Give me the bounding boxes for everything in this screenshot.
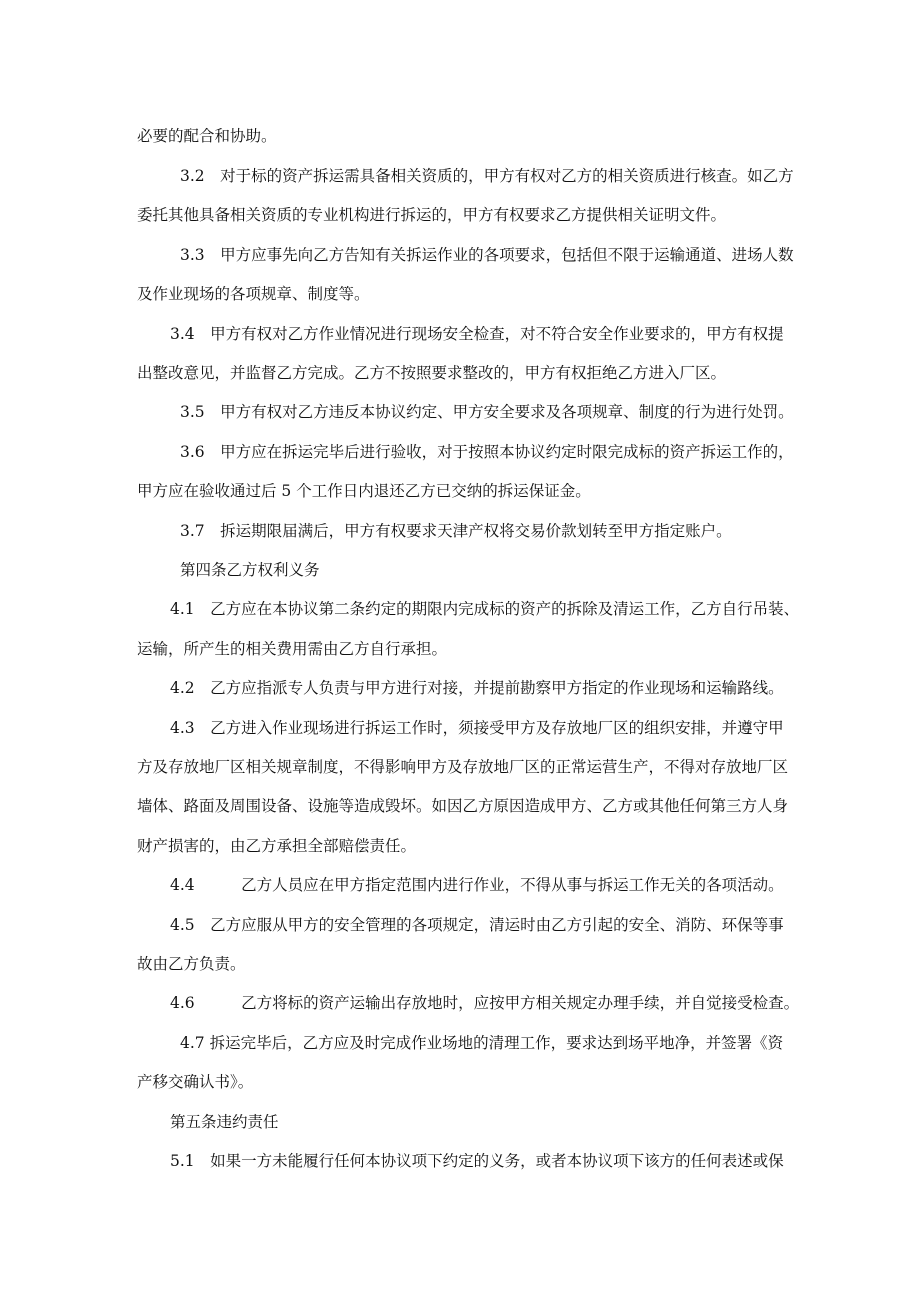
clause-3-4-line-1: 3.4 甲方有权对乙方作业情况进行现场安全检查，对不符合安全作业要求的，甲方有权提 [170, 325, 784, 343]
clause-3-2-line-1: 3.2 对于标的资产拆运需具备相关资质的，甲方有权对乙方的相关资质进行核查。如乙方 [180, 167, 794, 185]
clause-3-4-line-2: 出整改意见，并监督乙方完成。乙方不按照要求整改的，甲方有权拒绝乙方进入厂区。 [137, 364, 727, 382]
clause-3-6-line-1: 3.6 甲方应在拆运完毕后进行验收，对于按照本协议约定时限完成标的资产拆运工作的， [180, 443, 794, 461]
clause-4-3-line-1: 4.3 乙方进入作业现场进行拆运工作时，须接受甲方及存放地厂区的组织安排，并遵守甲 [170, 719, 784, 737]
clause-4-7-line-1: 4.7 拆运完毕后，乙方应及时完成作业场地的清理工作，要求达到场平地净，并签署《资 [180, 1034, 784, 1052]
article-4-heading: 第四条乙方权利义务 [180, 561, 320, 579]
clause-4-3-line-4: 财产损害的，由乙方承担全部赔偿责任。 [137, 837, 417, 855]
clause-4-3-line-2: 方及存放地厂区相关规章制度，不得影响甲方及存放地厂区的正常运营生产，不得对存放地厂区 [137, 758, 789, 776]
clause-4-1-line-2: 运输，所产生的相关费用需由乙方自行承担。 [137, 640, 448, 658]
clause-4-7-line-2: 产移交确认书》。 [137, 1073, 254, 1091]
clause-4-3-line-3: 墙体、路面及周围设备、设施等造成毁坏。如因乙方原因造成甲方、乙方或其他任何第三方人身 [137, 797, 789, 815]
clause-4-6-line-1: 4.6 乙方将标的资产运输出存放地时，应按甲方相关规定办理手续，并自觉接受检查。 [170, 994, 800, 1012]
clause-4-4-line-1: 4.4 乙方人员应在甲方指定范围内进行作业，不得从事与拆运工作无关的各项活动。 [170, 876, 784, 894]
clause-3-2-line-2: 委托其他具备相关资质的专业机构进行拆运的，甲方有权要求乙方提供相关证明文件。 [137, 206, 727, 224]
clause-3-7-line-1: 3.7 拆运期限届满后，甲方有权要求天津产权将交易价款划转至甲方指定账户。 [180, 522, 732, 540]
article-5-heading: 第五条违约责任 [170, 1113, 279, 1131]
clause-4-1-line-1: 4.1 乙方应在本协议第二条约定的期限内完成标的资产的拆除及清运工作，乙方自行吊装、 [170, 600, 800, 618]
clause-5-1-line-1: 5.1 如果一方未能履行任何本协议项下约定的义务，或者本协议项下该方的任何表述或保 [170, 1152, 784, 1170]
clause-3-3-line-2: 及作业现场的各项规章、制度等。 [137, 285, 370, 303]
clause-4-5-line-2: 故由乙方负责。 [137, 955, 246, 973]
clause-4-2-line-1: 4.2 乙方应指派专人负责与甲方进行对接，并提前勘察甲方指定的作业现场和运输路线。 [170, 679, 784, 697]
clause-3-6-line-2: 甲方应在验收通过后 5 个工作日内退还乙方已交纳的拆运保证金。 [137, 482, 591, 500]
clause-3-5-line-1: 3.5 甲方有权对乙方违反本协议约定、甲方安全要求及各项规章、制度的行为进行处罚。 [180, 403, 794, 421]
clause-4-5-line-1: 4.5 乙方应服从甲方的安全管理的各项规定，清运时由乙方引起的安全、消防、环保等事 [170, 916, 784, 934]
clause-3-3-line-1: 3.3 甲方应事先向乙方告知有关拆运作业的各项要求，包括但不限于运输通道、进场人数 [180, 246, 794, 264]
paragraph-line: 必要的配合和协助。 [137, 127, 277, 145]
